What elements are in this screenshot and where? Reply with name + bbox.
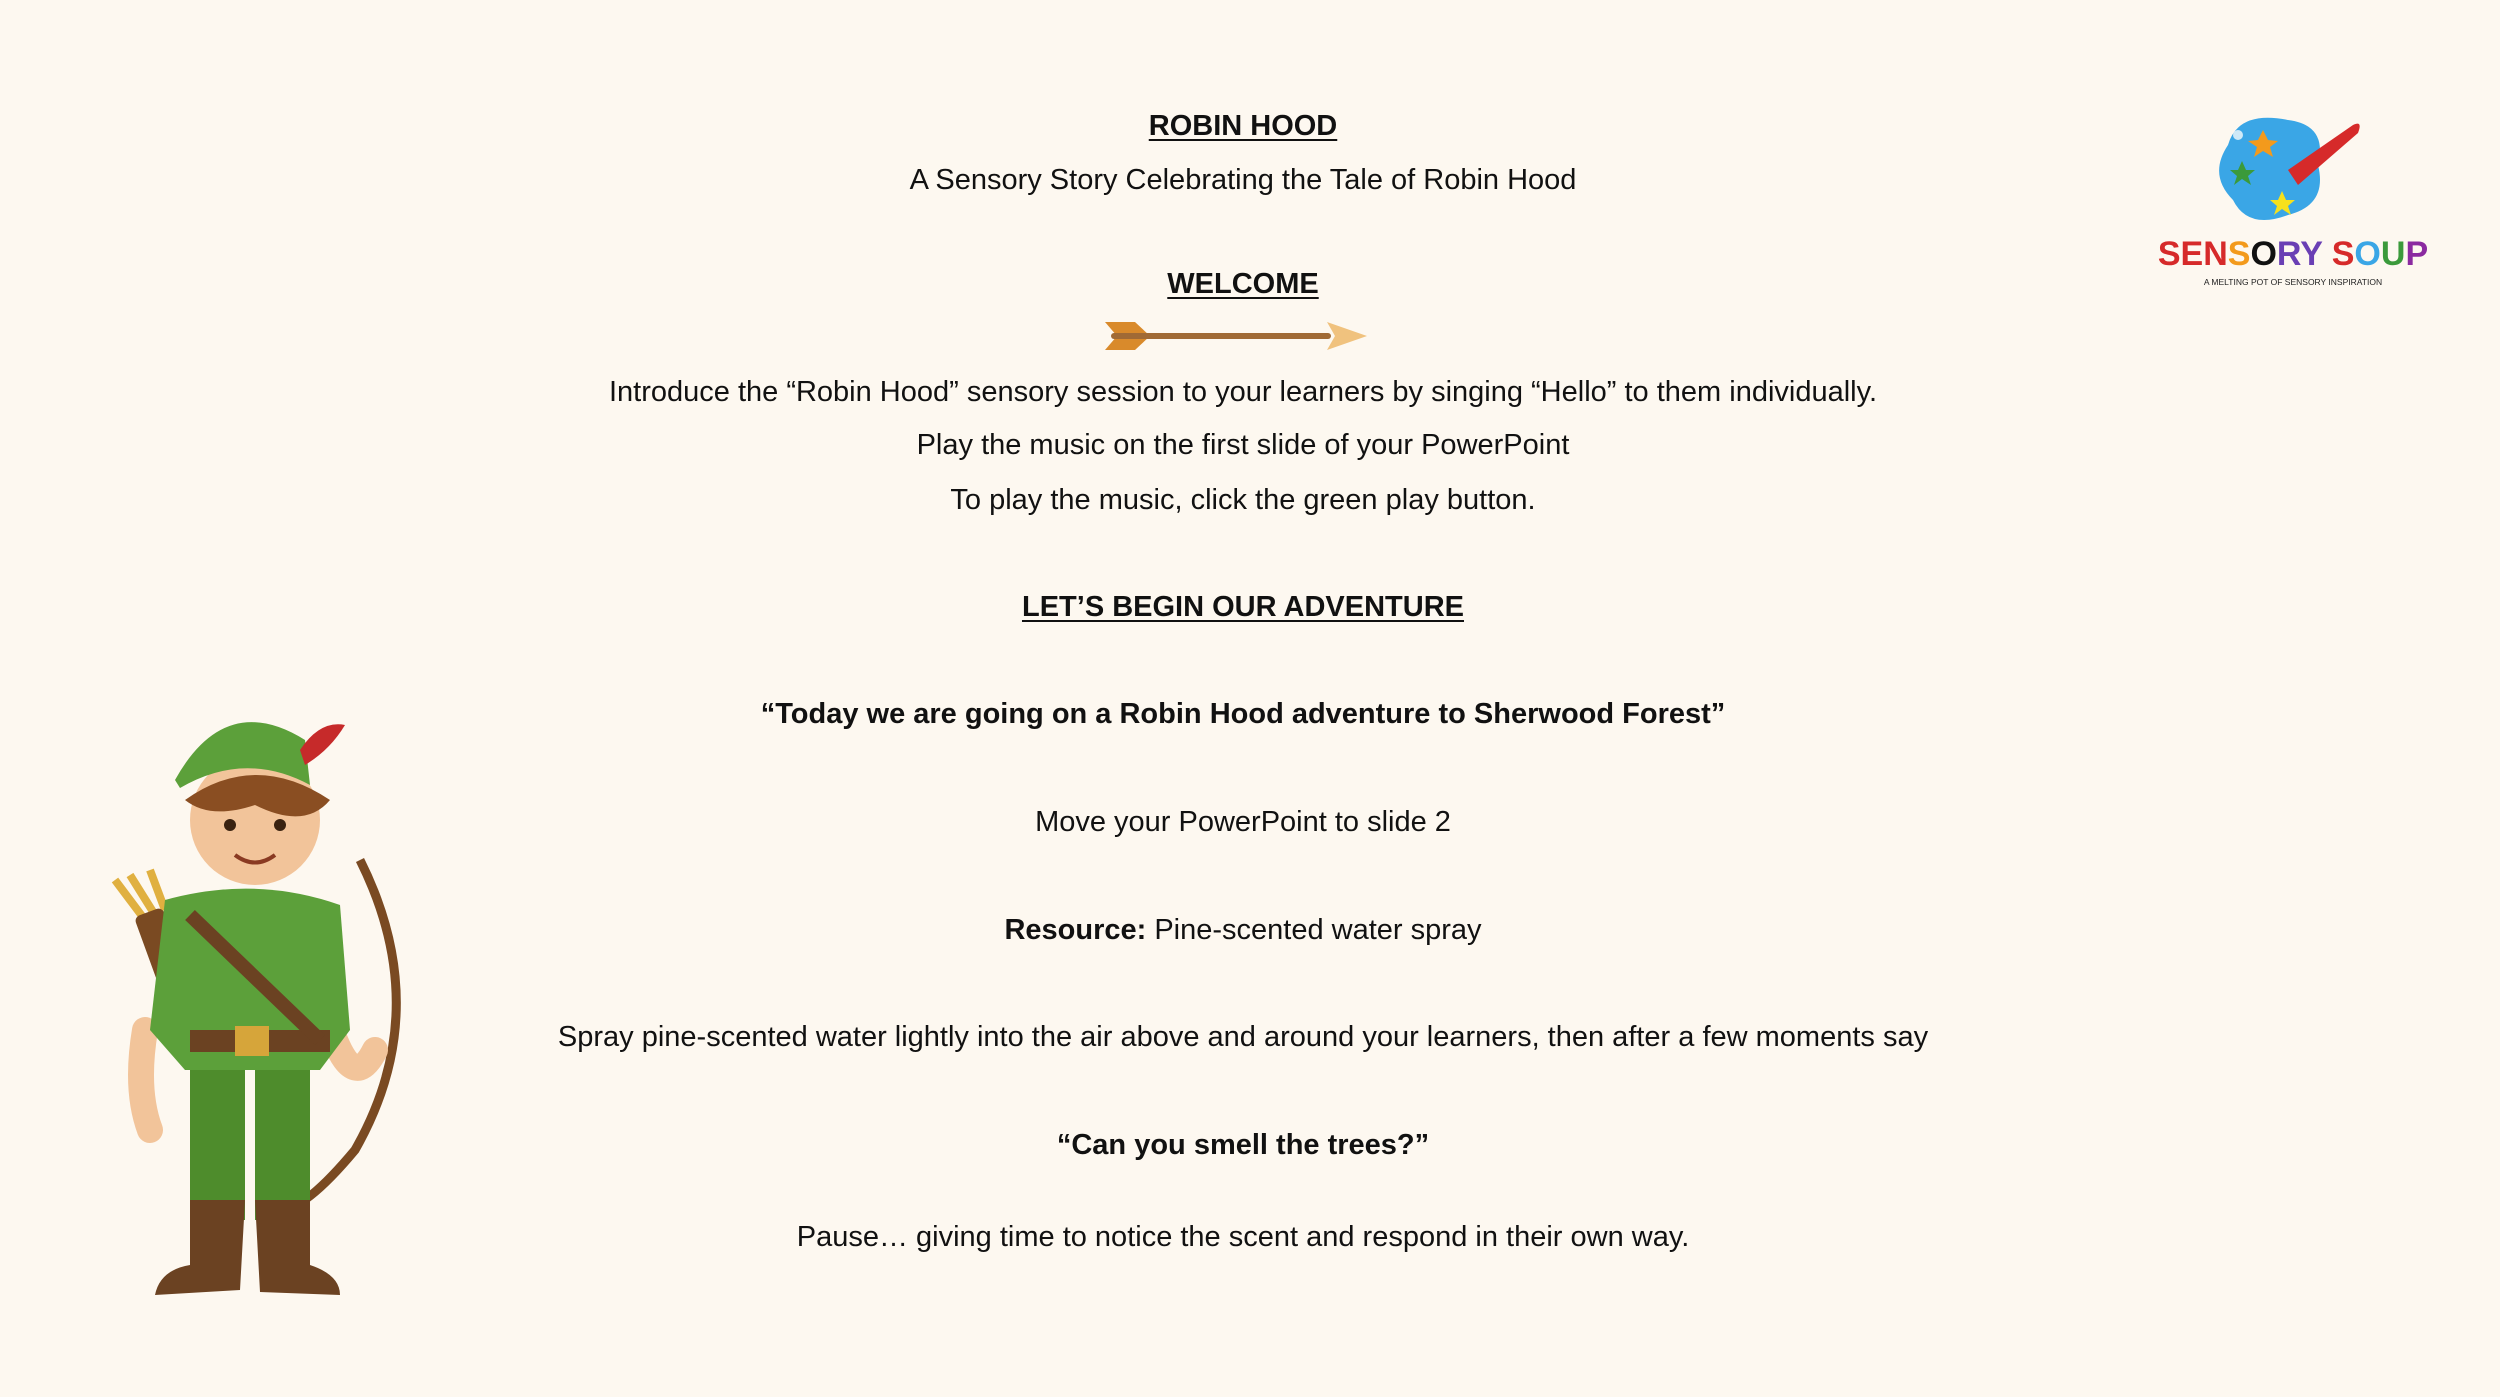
robin-hood-illustration bbox=[105, 710, 425, 1310]
page-title: ROBIN HOOD bbox=[1148, 110, 1338, 142]
logo-name: SENSORY SOUP bbox=[2157, 235, 2429, 273]
welcome-line-1: Introduce the “Robin Hood” sensory session to your learners by singing “Hello” to them individually. bbox=[608, 376, 1878, 408]
subtitle: A Sensory Story Celebrating the Tale of Robin Hood bbox=[909, 164, 1577, 196]
move-slide-text: Move your PowerPoint to slide 2 bbox=[1035, 806, 1451, 838]
welcome-heading: WELCOME bbox=[1167, 268, 1319, 300]
adventure-quote: “Today we are going on a Robin Hood adventure to Sherwood Forest” bbox=[760, 698, 1726, 730]
arrow-icon bbox=[1105, 318, 1370, 354]
spray-instruction: Spray pine-scented water lightly into the air above and around your learners, then after a few moments say bbox=[557, 1021, 1929, 1053]
adventure-heading: LET’S BEGIN OUR ADVENTURE bbox=[1021, 591, 1464, 623]
sensory-soup-logo bbox=[2157, 105, 2429, 295]
pause-text: Pause… giving time to notice the scent and respond in their own way. bbox=[796, 1221, 1690, 1253]
welcome-line-2: Play the music on the first slide of your PowerPoint bbox=[916, 429, 1570, 461]
welcome-line-3: To play the music, click the green play button. bbox=[950, 484, 1536, 516]
resource-label: Resource: bbox=[1004, 914, 1147, 946]
logo-tagline: A MELTING POT OF SENSORY INSPIRATION bbox=[2203, 277, 2383, 287]
smell-quote: “Can you smell the trees?” bbox=[1056, 1129, 1430, 1161]
resource-value: Pine-scented water spray bbox=[1146, 914, 1482, 946]
